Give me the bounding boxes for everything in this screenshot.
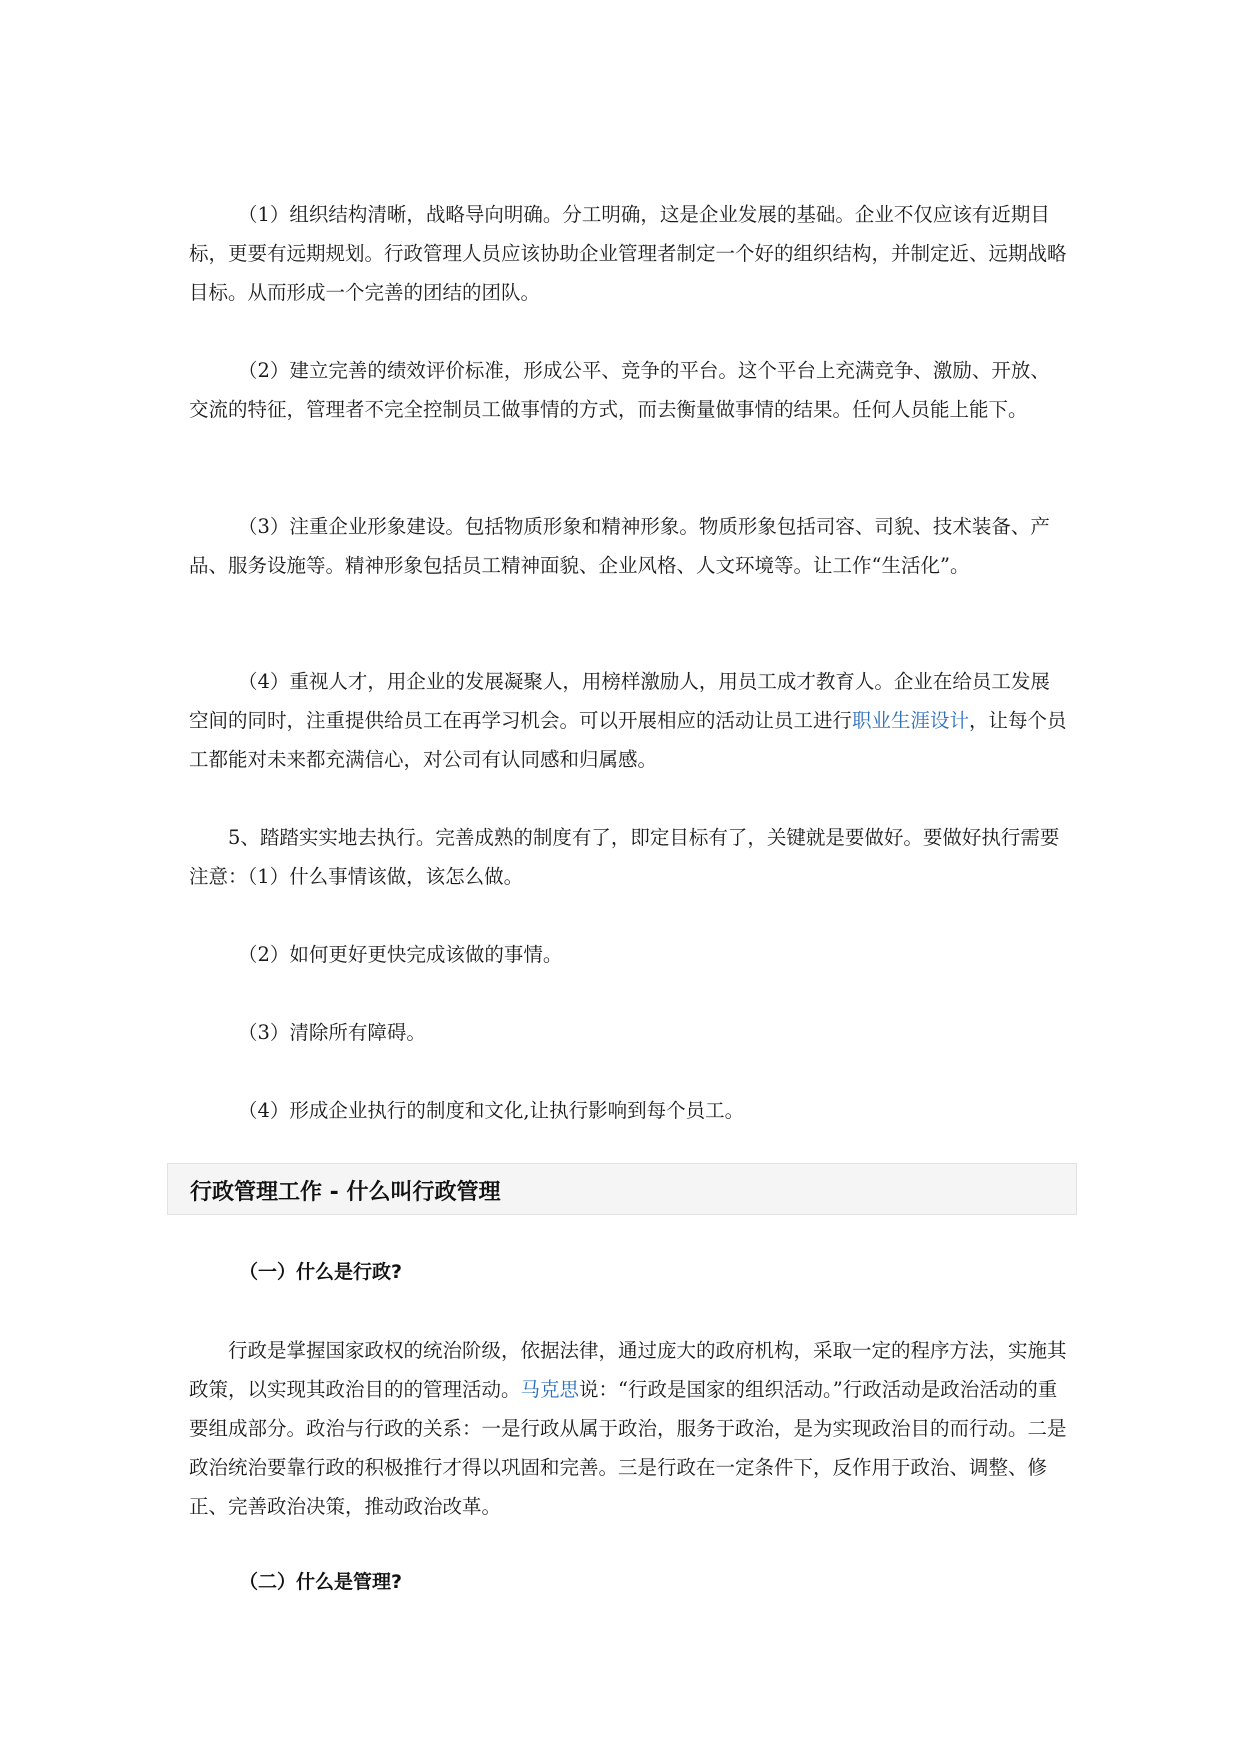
- paragraph-execution: 5、踏踏实实地去执行。完善成熟的制度有了，即定目标有了，关键就是要做好。要做好执行需要注意：（1）什么事情该做，该怎么做。: [189, 826, 1060, 888]
- paragraph-talent-text-start: （4）重视人才，用企业的发展凝聚人，用榜样激励人，用员工成才教育人。企业在给员工发展空间的同时，注重提供给员工在再学习机会。可以开展相应的活动让员工进行: [189, 670, 1050, 732]
- marx-link[interactable]: 马克思: [520, 1378, 580, 1401]
- paragraph-talent: [189, 662, 1069, 779]
- subsection-heading-what-is-administration: （一）什么是行政?: [239, 1261, 403, 1283]
- administration-text-end: 说：“行政是国家的组织活动。”行政活动是政治活动的重要组成部分。政治与行政的关系：一是行政从属于政治，服务于政治，是为实现政治目的而行动。二是政治统治要靠行政的积极推行才得以巩固和完善。三是行政在一定条件下，反作用于政治、调整、修正、完善政治决策，推动政治改革。: [189, 1378, 1067, 1518]
- paragraph-corporate-image: （3）注重企业形象建设。包括物质形象和精神形象。物质形象包括司容、司貌、技术装备、产品、服务设施等。精神形象包括员工精神面貌、企业风格、人文环境等。让工作“生活化”。: [189, 515, 1050, 577]
- paragraph-org-structure: （1）组织结构清晰，战略导向明确。分工明确，这是企业发展的基础。企业不仅应该有近期目标，更要有远期规划。行政管理人员应该协助企业管理者制定一个好的组织结构，并制定近、远期战略目标。从而形成一个完善的团结的团队。: [189, 203, 1067, 304]
- subsection-heading-what-is-management: （二）什么是管理?: [239, 1571, 403, 1593]
- paragraph-execution-item-2: （2）如何更好更快完成该做的事情。: [238, 943, 563, 966]
- paragraph-talent-text-end: ，让每个员工都能对未来都充满信心，对公司有认同感和归属感。: [189, 709, 1067, 771]
- administration-text-start: 行政是掌握国家政权的统治阶级，依据法律，通过庞大的政府机构，采取一定的程序方法，实施其政策，以实现其政治目的的管理活动。: [189, 1339, 1067, 1401]
- career-planning-link[interactable]: 职业生涯设计: [852, 709, 970, 732]
- section-title: 行政管理工作 - 什么叫行政管理: [190, 1180, 501, 1205]
- paragraph-performance-standards: （2）建立完善的绩效评价标准，形成公平、竞争的平台。这个平台上充满竞争、激励、开放、交流的特征，管理者不完全控制员工做事情的方式，而去衡量做事情的结果。任何人员能上能下。: [189, 359, 1050, 421]
- section-header-bar: [167, 1163, 1077, 1215]
- paragraph-execution-item-3: （3）清除所有障碍。: [238, 1021, 426, 1044]
- paragraph-administration-definition: [189, 1331, 1069, 1526]
- paragraph-execution-item-4: （4）形成企业执行的制度和文化,让执行影响到每个员工。: [238, 1099, 745, 1122]
